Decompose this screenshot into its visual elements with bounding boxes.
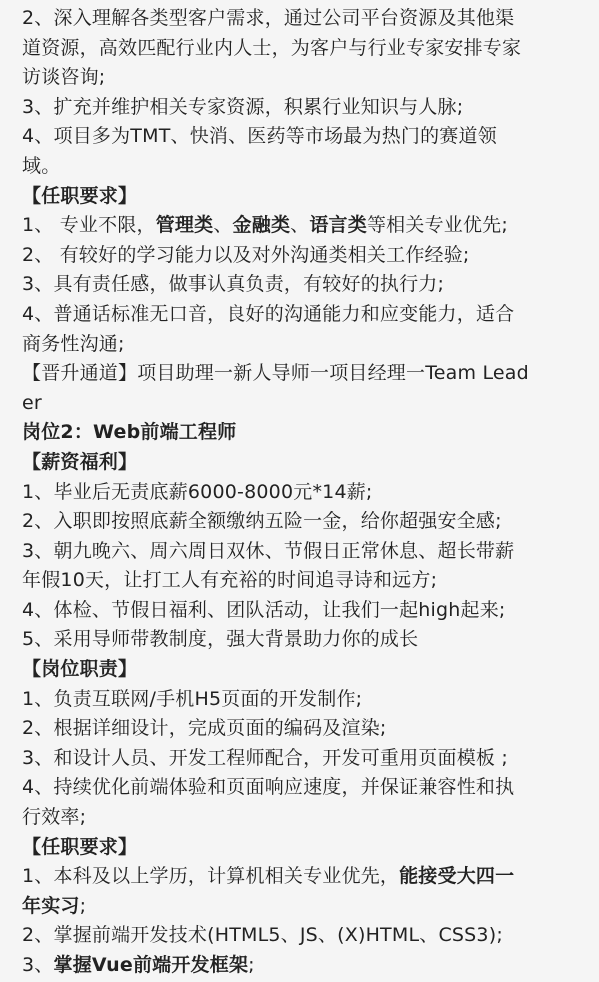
text-line [22,122,589,152]
text-segment: 1、 专业不限， [22,214,156,237]
text-segment: 2、深入理解各类型客户需求，通过公司平台资源及其他渠 [22,7,515,29]
text-line [22,478,589,508]
bold-text: 管理类 [155,214,214,237]
bold-text: 【任职要求】 [22,184,138,207]
text-line [22,93,589,123]
text-segment: 3、朝九晚六、周六周日双休、节假日正常休息、超长带薪 [22,539,515,562]
text-line [22,330,589,360]
bold-text: 【岗位职责】 [22,658,138,681]
text-line [22,270,589,300]
text-segment: 4、体检、节假日福利、团队活动，让我们一起high起来; [22,598,506,621]
bold-text: 【任职要求】 [22,835,138,858]
text-segment: 1、本科及以上学历，计算机相关专业优先， [22,865,400,888]
text-line [22,300,589,330]
text-segment: 【晋升通道】项目助理一新人导师一项目经理一Team Lead [22,362,529,385]
text-segment: 行效率; [22,806,87,829]
text-line [22,803,589,833]
text-segment: 年假10天，让打工人有充裕的时间追寻诗和远方; [22,569,438,592]
text-line [22,4,589,34]
text-segment: 3、 [22,954,54,976]
text-segment: 1、毕业后无责底薪6000-8000元*14薪; [22,480,373,503]
section-heading [22,655,589,685]
text-line [22,921,589,951]
bold-text: 语言类 [309,214,367,237]
bold-text: 能接受大四一 [399,865,515,888]
text-line [22,596,589,626]
text-line [22,389,589,419]
text-line [22,152,589,182]
text-segment: 3、具有责任感，做事认真负责，有较好的执行力; [22,273,445,296]
text-segment: 、 [213,214,233,237]
text-segment: 道资源，高效匹配行业内人士，为客户与行业专家安排专家 [22,36,522,59]
text-line [22,892,589,922]
text-line [22,63,589,93]
text-line [22,862,589,892]
text-line [22,625,589,655]
text-segment: er [22,391,42,414]
text-line [22,714,589,744]
text-segment: 2、入职即按照底薪全额缴纳五险一金，给你超强安全感; [22,510,502,533]
text-line [22,951,589,981]
position-title [22,418,589,448]
text-segment: 2、掌握前端开发技术(HTML5、JS、(X)HTML、CSS3); [22,924,503,947]
text-segment: 、 [290,214,310,237]
bold-text: 掌握Vue前端开发框架 [53,954,249,976]
text-line [22,34,589,64]
section-heading [22,833,589,863]
bold-text: 年实习 [22,894,80,917]
text-line [22,773,589,803]
section-heading [22,448,589,478]
text-segment: 访谈咨询; [22,66,106,89]
text-segment: 1、负责互联网/手机H5页面的开发制作; [22,687,363,710]
bold-text: 【薪资福利】 [22,450,138,473]
text-line [22,685,589,715]
text-line [22,537,589,567]
text-segment: 等相关专业优先; [366,214,508,237]
text-segment: 域。 [22,154,61,177]
text-segment: 4、项目多为TMT、快消、医药等市场最为热门的赛道领 [22,125,497,148]
text-segment: 商务性沟通; [22,332,125,355]
text-line [22,566,589,596]
text-segment: 5、采用导师带教制度，强大背景助力你的成长 [22,628,419,651]
text-line [22,744,589,774]
text-line [22,507,589,537]
section-heading [22,182,589,212]
text-line [22,211,589,241]
text-segment: 3、扩充并维护相关专家资源，积累行业知识与人脉; [22,95,464,118]
text-segment: 2、 有较好的学习能力以及对外沟通类相关工作经验; [22,243,470,266]
text-segment: 3、和设计人员、开发工程师配合，开发可重用页面模板 ; [22,746,508,769]
text-line [22,241,589,271]
bold-text: 金融类 [232,214,291,237]
text-line [22,359,589,389]
text-segment: ; [79,894,87,917]
bold-text: 岗位2：Web前端工程师 [22,421,237,444]
text-segment: 4、普通话标准无口音，良好的沟通能力和应变能力，适合 [22,302,515,325]
text-segment: 2、根据详细设计，完成页面的编码及渲染; [22,717,387,740]
text-segment: ; [248,954,255,976]
text-segment: 4、持续优化前端体验和页面响应速度，并保证兼容性和执 [22,776,515,799]
